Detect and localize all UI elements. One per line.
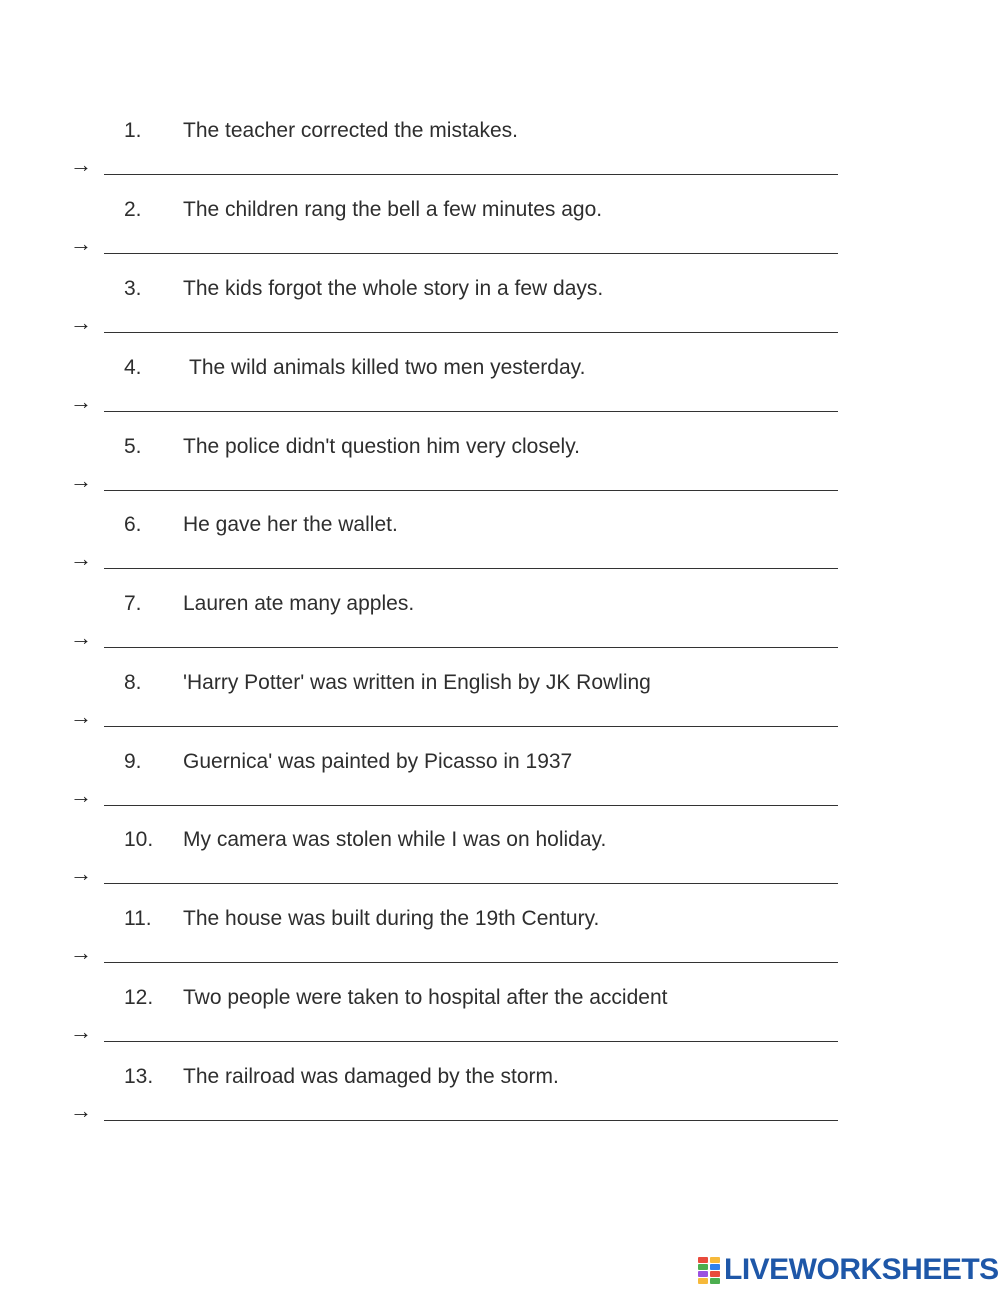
question-item bbox=[0, 1064, 1000, 1143]
question-item bbox=[0, 434, 1000, 513]
question-text: He gave her the wallet. bbox=[183, 513, 398, 536]
answer-row bbox=[70, 546, 840, 576]
answer-input[interactable] bbox=[104, 411, 838, 412]
arrow-right-icon: → bbox=[70, 625, 92, 650]
arrow-right-icon: → bbox=[70, 389, 92, 414]
question-item bbox=[0, 512, 1000, 591]
answer-input[interactable] bbox=[104, 883, 838, 884]
answer-input[interactable] bbox=[104, 332, 838, 333]
question-text: The police didn't question him very closely. bbox=[183, 435, 580, 458]
liveworksheets-brand bbox=[698, 1255, 999, 1285]
question-text: The house was built during the 19th Century. bbox=[183, 907, 600, 930]
question-text: The wild animals killed two men yesterday. bbox=[189, 356, 586, 379]
answer-row bbox=[70, 1019, 840, 1049]
answer-row bbox=[70, 389, 840, 419]
question-number: 6. bbox=[124, 513, 142, 536]
question-number: 8. bbox=[124, 671, 142, 694]
answer-input[interactable] bbox=[104, 647, 838, 648]
arrow-right-icon: → bbox=[70, 152, 92, 177]
question-text: Two people were taken to hospital after the accident bbox=[183, 986, 668, 1009]
question-number: 2. bbox=[124, 198, 142, 221]
question-text: My camera was stolen while I was on holiday. bbox=[183, 828, 607, 851]
arrow-right-icon: → bbox=[70, 1098, 92, 1123]
question-number: 3. bbox=[124, 277, 142, 300]
question-number: 9. bbox=[124, 750, 142, 773]
question-item bbox=[0, 197, 1000, 276]
answer-row bbox=[70, 468, 840, 498]
question-item bbox=[0, 906, 1000, 985]
answer-row bbox=[70, 1098, 840, 1128]
answer-row bbox=[70, 625, 840, 655]
question-item bbox=[0, 276, 1000, 355]
answer-row bbox=[70, 940, 840, 970]
answer-input[interactable] bbox=[104, 962, 838, 963]
question-number: 13. bbox=[124, 1065, 154, 1088]
arrow-right-icon: → bbox=[70, 231, 92, 256]
question-item bbox=[0, 670, 1000, 749]
question-item bbox=[0, 118, 1000, 197]
question-number: 4. bbox=[124, 356, 142, 379]
answer-row bbox=[70, 861, 840, 891]
answer-input[interactable] bbox=[104, 174, 838, 175]
question-number: 5. bbox=[124, 435, 142, 458]
answer-row bbox=[70, 704, 840, 734]
question-item bbox=[0, 985, 1000, 1064]
question-item bbox=[0, 355, 1000, 434]
question-number: 10. bbox=[124, 828, 154, 851]
question-number: 1. bbox=[124, 119, 142, 142]
arrow-right-icon: → bbox=[70, 861, 92, 886]
arrow-right-icon: → bbox=[70, 1019, 92, 1044]
arrow-right-icon: → bbox=[70, 783, 92, 808]
question-item bbox=[0, 591, 1000, 670]
question-text: The children rang the bell a few minutes ago. bbox=[183, 198, 603, 221]
question-text: The kids forgot the whole story in a few days. bbox=[183, 277, 604, 300]
answer-input[interactable] bbox=[104, 805, 838, 806]
answer-row bbox=[70, 152, 840, 182]
question-number: 7. bbox=[124, 592, 142, 615]
answer-row bbox=[70, 783, 840, 813]
arrow-right-icon: → bbox=[70, 468, 92, 493]
question-number: 11. bbox=[124, 907, 152, 930]
arrow-right-icon: → bbox=[70, 310, 92, 335]
arrow-right-icon: → bbox=[70, 940, 92, 965]
answer-input[interactable] bbox=[104, 1120, 838, 1121]
answer-input[interactable] bbox=[104, 568, 838, 569]
answer-input[interactable] bbox=[104, 726, 838, 727]
answer-input[interactable] bbox=[104, 490, 838, 491]
question-text: Lauren ate many apples. bbox=[183, 592, 415, 615]
question-item bbox=[0, 827, 1000, 906]
arrow-right-icon: → bbox=[70, 704, 92, 729]
arrow-right-icon: → bbox=[70, 546, 92, 571]
question-text: 'Harry Potter' was written in English by JK Rowling bbox=[183, 671, 651, 694]
brand-name: LIVEWORKSHEETS bbox=[724, 1253, 999, 1286]
liveworksheets-logo-icon bbox=[698, 1257, 720, 1283]
question-item bbox=[0, 749, 1000, 828]
answer-input[interactable] bbox=[104, 253, 838, 254]
answer-row bbox=[70, 231, 840, 261]
question-number: 12. bbox=[124, 986, 154, 1009]
question-text: The railroad was damaged by the storm. bbox=[183, 1065, 559, 1088]
question-text: The teacher corrected the mistakes. bbox=[183, 119, 518, 142]
answer-row bbox=[70, 310, 840, 340]
question-text: Guernica' was painted by Picasso in 1937 bbox=[183, 750, 573, 773]
answer-input[interactable] bbox=[104, 1041, 838, 1042]
